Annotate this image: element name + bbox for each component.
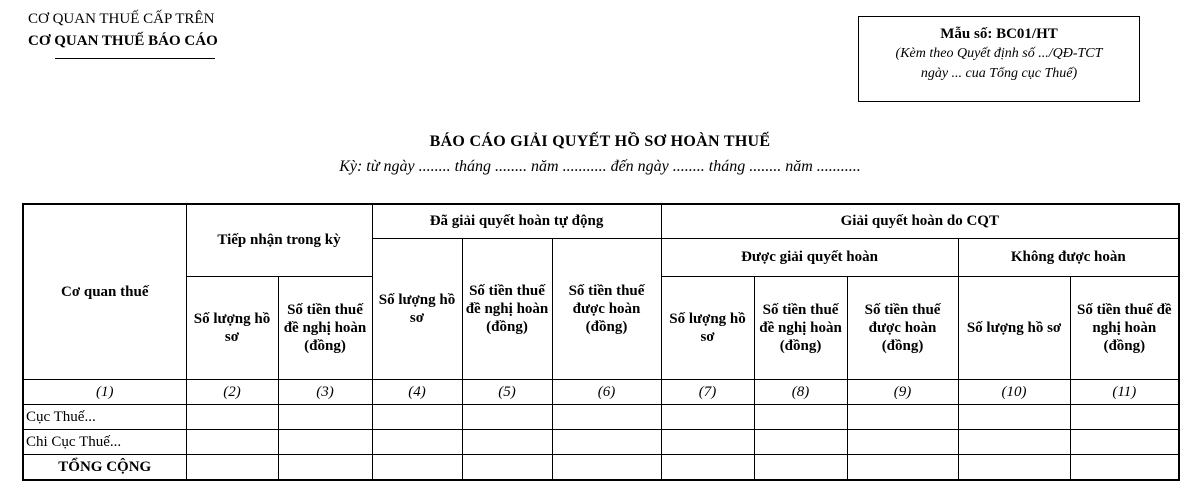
col2-header: Số lượng hồ sơ (186, 276, 278, 379)
row-label: Chi Cục Thuế... (23, 429, 186, 454)
col-number: (9) (847, 379, 958, 404)
table-cell[interactable] (186, 404, 278, 429)
col-agency-header: Cơ quan thuế (23, 204, 186, 379)
form-note-line1: (Kèm theo Quyết định số .../QĐ-TCT (895, 46, 1103, 61)
group-received-header: Tiếp nhận trong kỳ (186, 204, 372, 276)
col-number: (7) (661, 379, 754, 404)
group-cqt-header: Giải quyết hoàn do CQT (661, 204, 1179, 238)
group-auto-header: Đã giải quyết hoàn tự động (372, 204, 661, 238)
table-cell[interactable] (661, 454, 754, 480)
col-number: (4) (372, 379, 462, 404)
col5-header: Số tiền thuế đề nghị hoàn (đồng) (462, 238, 552, 379)
col10-header: Số lượng hồ sơ (958, 276, 1070, 379)
col-number: (2) (186, 379, 278, 404)
col8-header: Số tiền thuế đề nghị hoàn (đồng) (754, 276, 847, 379)
table-cell[interactable] (186, 429, 278, 454)
col6-header: Số tiền thuế được hoàn (đồng) (552, 238, 661, 379)
table-cell[interactable] (552, 454, 661, 480)
table-row-provincial (23, 404, 1179, 429)
superior-agency: CƠ QUAN THUẾ CẤP TRÊN (28, 11, 215, 27)
table-cell[interactable] (552, 429, 661, 454)
table-cell[interactable] (372, 404, 462, 429)
row-label: Cục Thuế... (23, 404, 186, 429)
table-cell[interactable] (186, 454, 278, 480)
table-cell[interactable] (278, 454, 372, 480)
table-cell[interactable] (1070, 454, 1179, 480)
table-row-total (23, 454, 1179, 480)
table-cell[interactable] (958, 429, 1070, 454)
report-title: BÁO CÁO GIẢI QUYẾT HỒ SƠ HOÀN THUẾ (429, 133, 771, 150)
table-cell[interactable] (552, 404, 661, 429)
agency-underline (55, 58, 215, 59)
table-cell[interactable] (754, 404, 847, 429)
table-cell[interactable] (754, 454, 847, 480)
table-cell[interactable] (661, 404, 754, 429)
col-number: (3) (278, 379, 372, 404)
table-row-district (23, 429, 1179, 454)
table-cell[interactable] (1070, 404, 1179, 429)
agency-header (28, 8, 218, 52)
refund-report-table (22, 203, 1180, 481)
col11-header: Số tiền thuế đề nghị hoàn (đồng) (1070, 276, 1179, 379)
table-cell[interactable] (372, 429, 462, 454)
form-code-box (858, 16, 1140, 102)
sub-rejected-header: Không được hoàn (958, 238, 1179, 276)
report-period: Kỳ: từ ngày ........ tháng ........ năm ........... đến ngày ........ tháng ........ năm ........... (339, 158, 861, 175)
col4-header: Số lượng hồ sơ (372, 238, 462, 379)
col-number: (1) (23, 379, 186, 404)
table-cell[interactable] (278, 429, 372, 454)
table-cell[interactable] (372, 454, 462, 480)
col-number: (10) (958, 379, 1070, 404)
table-cell[interactable] (847, 404, 958, 429)
form-code: Mẫu số: BC01/HT (940, 26, 1058, 42)
col-number: (8) (754, 379, 847, 404)
table-cell[interactable] (462, 454, 552, 480)
table-cell[interactable] (462, 429, 552, 454)
table-cell[interactable] (958, 404, 1070, 429)
table-cell[interactable] (1070, 429, 1179, 454)
table-cell[interactable] (847, 429, 958, 454)
table-cell[interactable] (754, 429, 847, 454)
col7-header: Số lượng hồ sơ (661, 276, 754, 379)
table-cell[interactable] (278, 404, 372, 429)
col9-header: Số tiền thuế được hoàn (đồng) (847, 276, 958, 379)
table-cell[interactable] (462, 404, 552, 429)
col3-header: Số tiền thuế đề nghị hoàn (đồng) (278, 276, 372, 379)
total-label: TỔNG CỘNG (23, 454, 186, 480)
table-cell[interactable] (847, 454, 958, 480)
col-number: (5) (462, 379, 552, 404)
table-cell[interactable] (661, 429, 754, 454)
col-number: (6) (552, 379, 661, 404)
form-note-line2: ngày ... cua Tổng cục Thuế) (920, 66, 1078, 81)
col-number: (11) (1070, 379, 1179, 404)
reporting-agency: CƠ QUAN THUẾ BÁO CÁO (28, 33, 218, 49)
table-cell[interactable] (958, 454, 1070, 480)
column-number-row (23, 379, 1179, 404)
sub-approved-header: Được giải quyết hoàn (661, 238, 958, 276)
